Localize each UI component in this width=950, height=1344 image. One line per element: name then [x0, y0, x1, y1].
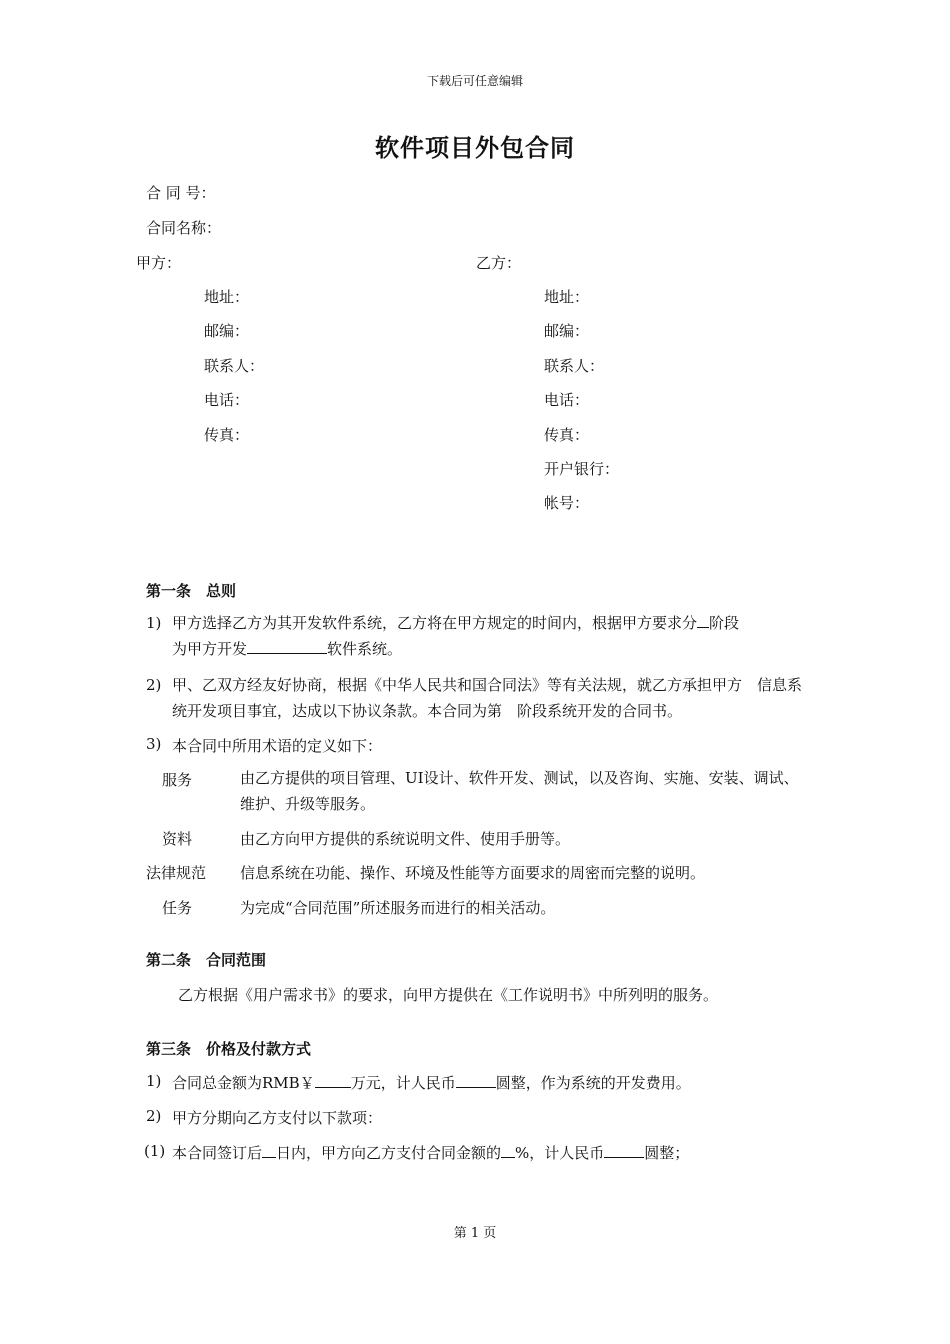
- article-1-item-1-text-a: 甲方选择乙方为其开发软件系统，乙方将在甲方规定的时间内，根据甲方要求分: [172, 614, 698, 632]
- term-materials-definition: 由乙方向甲方提供的系统说明文件、使用手册等。: [240, 830, 571, 848]
- article-3-item-1-text-c: 圆整，作为系统的开发费用。: [495, 1074, 691, 1092]
- party-b-fax: 传真：: [544, 426, 590, 444]
- article-3-item-2: 甲方分期向乙方支付以下款项：: [172, 1109, 383, 1127]
- blank-underline: [262, 1143, 276, 1158]
- article-3-item-3-text-a: 本合同签订后: [172, 1144, 263, 1162]
- article-3-item-1-text-a: 合同总金额为RMB￥: [172, 1074, 315, 1092]
- article-3-item-3-text-b: 日内，甲方向乙方支付合同金额的: [276, 1144, 502, 1162]
- article-1-item-1-number: 1): [146, 614, 162, 632]
- term-service: 服务: [162, 771, 193, 789]
- article-3-item-3-text-c: %，计人民币: [515, 1144, 605, 1162]
- term-task-definition: 为完成“合同范围”所述服务而进行的相关活动。: [240, 899, 556, 917]
- term-materials: 资料: [162, 830, 193, 848]
- blank-underline: [456, 1073, 496, 1088]
- party-b-postcode: 邮编：: [544, 322, 590, 340]
- article-2-heading: 第二条 合同范围: [146, 951, 267, 969]
- party-a-label: 甲方：: [136, 254, 182, 272]
- blank-underline: [501, 1143, 515, 1158]
- article-3-item-1-number: 1): [146, 1072, 162, 1090]
- contract-name-label: 合同名称：: [146, 219, 222, 237]
- contract-number-label: 合 同 号：: [146, 184, 216, 202]
- blank-underline: [315, 1073, 351, 1088]
- blank-underline: [697, 613, 709, 628]
- party-b-address: 地址：: [544, 288, 590, 306]
- article-1-item-3-number: 3): [146, 735, 162, 753]
- article-3-item-3-text-d: 圆整；: [644, 1144, 690, 1162]
- party-a-phone: 电话：: [204, 391, 250, 409]
- term-legal-spec-definition: 信息系统在功能、操作、环境及性能等方面要求的周密而完整的说明。: [240, 864, 706, 882]
- party-a-contact: 联系人：: [204, 357, 265, 375]
- party-b-account: 帐号：: [544, 494, 590, 512]
- party-a-fax: 传真：: [204, 426, 250, 444]
- term-legal-spec: 法律规范: [146, 864, 207, 882]
- party-b-phone: 电话：: [544, 391, 590, 409]
- blank-underline: [247, 639, 327, 654]
- party-b-contact: 联系人：: [544, 357, 605, 375]
- article-2-text: 乙方根据《用户需求书》的要求，向甲方提供在《工作说明书》中所列明的服务。: [178, 986, 719, 1004]
- article-3-item-1-text-b: 万元，计人民币: [350, 1074, 456, 1092]
- article-3-heading: 第三条 价格及付款方式: [146, 1040, 312, 1058]
- article-1-item-1-text-b: 阶段: [709, 614, 740, 632]
- article-3-item-3: [172, 1142, 689, 1163]
- party-a-postcode: 邮编：: [204, 322, 250, 340]
- article-1-item-1-text-c: 为甲方开发: [172, 640, 248, 658]
- article-1-item-1-text-d: 软件系统。: [327, 640, 403, 658]
- page-header: 下载后可任意编辑: [426, 74, 523, 88]
- party-b-bank: 开户银行：: [544, 460, 620, 478]
- article-1-item-3: 本合同中所用术语的定义如下：: [172, 737, 383, 755]
- term-service-definition: 由乙方提供的项目管理、UI设计、软件开发、测试，以及咨询、实施、安装、调试、维护、升级等服务。: [240, 769, 799, 813]
- article-1-item-2: 甲、乙双方经友好协商，根据《中华人民共和国合同法》等有关法规，就乙方承担甲方 信息系统开发项目事宜，达成以下协议条款。本合同为第 阶段系统开发的合同书。: [172, 676, 803, 720]
- blank-underline: [604, 1143, 644, 1158]
- page-footer: 第 1 页: [453, 1226, 497, 1241]
- article-1-item-1: [172, 610, 812, 662]
- article-1-item-2-number: 2): [146, 676, 162, 694]
- article-3-item-3-number: (1): [144, 1142, 166, 1160]
- document-title: 软件项目外包合同: [375, 133, 575, 162]
- article-3-item-1: [172, 1072, 691, 1093]
- party-b-label: 乙方：: [476, 254, 522, 272]
- article-3-item-2-number: 2): [146, 1107, 162, 1125]
- article-1-heading: 第一条 总则: [146, 582, 237, 600]
- term-task: 任务: [162, 899, 193, 917]
- party-a-address: 地址：: [204, 288, 250, 306]
